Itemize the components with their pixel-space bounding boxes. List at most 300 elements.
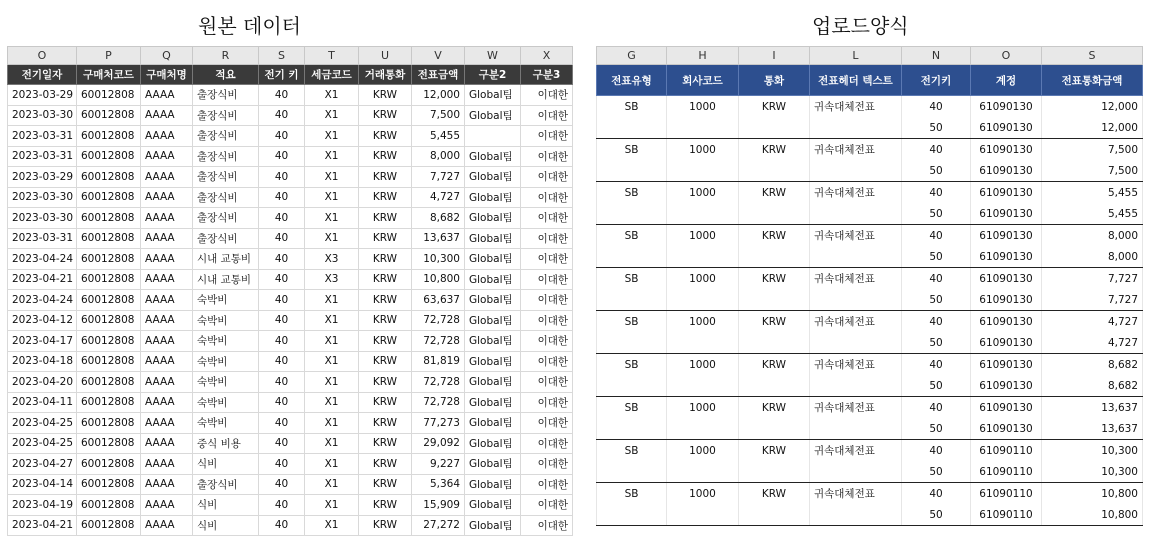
table-cell[interactable]: SB xyxy=(597,354,667,376)
table-cell[interactable]: 2023-04-27 xyxy=(8,454,77,475)
table-cell[interactable] xyxy=(597,246,667,268)
table-cell[interactable]: X1 xyxy=(305,474,359,495)
table-cell[interactable]: 숙박비 xyxy=(193,413,259,434)
table-cell[interactable] xyxy=(597,375,667,397)
table-cell[interactable]: 귀속대체전표 xyxy=(810,182,902,204)
table-cell[interactable]: 숙박비 xyxy=(193,331,259,352)
table-cell[interactable]: KRW xyxy=(739,440,810,462)
table-cell[interactable]: 40 xyxy=(259,228,305,249)
table-cell[interactable]: KRW xyxy=(739,139,810,161)
table-cell[interactable]: X1 xyxy=(305,351,359,372)
table-cell[interactable]: 72,728 xyxy=(412,331,465,352)
table-cell[interactable]: KRW xyxy=(359,290,412,311)
table-cell[interactable]: 29,092 xyxy=(412,433,465,454)
table-cell[interactable]: X1 xyxy=(305,126,359,147)
table-cell[interactable]: 60012808 xyxy=(77,228,141,249)
table-cell[interactable]: 61090130 xyxy=(971,160,1042,182)
table-cell[interactable]: 40 xyxy=(259,85,305,106)
table-cell[interactable]: 숙박비 xyxy=(193,310,259,331)
table-cell[interactable]: Global팀 xyxy=(465,167,521,188)
table-cell[interactable]: X3 xyxy=(305,269,359,290)
table-cell[interactable]: 이대한 xyxy=(521,413,573,434)
table-cell[interactable]: 72,728 xyxy=(412,372,465,393)
table-cell[interactable]: 12,000 xyxy=(1042,117,1143,139)
table-cell[interactable]: 2023-04-21 xyxy=(8,515,77,536)
table-cell[interactable]: 2023-04-21 xyxy=(8,269,77,290)
table-cell[interactable]: 40 xyxy=(902,440,971,462)
table-cell[interactable]: SB xyxy=(597,139,667,161)
table-cell[interactable]: Global팀 xyxy=(465,351,521,372)
table-cell[interactable]: AAAA xyxy=(141,351,193,372)
table-cell[interactable]: 50 xyxy=(902,418,971,440)
table-cell[interactable]: 40 xyxy=(259,269,305,290)
table-cell[interactable]: 50 xyxy=(902,289,971,311)
table-cell[interactable]: 61090110 xyxy=(971,504,1042,526)
table-cell[interactable] xyxy=(810,289,902,311)
table-cell[interactable] xyxy=(667,289,739,311)
table-cell[interactable]: AAAA xyxy=(141,413,193,434)
table-cell[interactable]: KRW xyxy=(739,354,810,376)
table-cell[interactable]: 이대한 xyxy=(521,290,573,311)
table-cell[interactable]: X1 xyxy=(305,331,359,352)
table-cell[interactable]: 2023-04-12 xyxy=(8,310,77,331)
table-cell[interactable]: KRW xyxy=(739,96,810,118)
table-cell[interactable]: X1 xyxy=(305,454,359,475)
table-cell[interactable]: SB xyxy=(597,397,667,419)
table-cell[interactable]: 40 xyxy=(902,182,971,204)
table-cell[interactable] xyxy=(739,418,810,440)
table-cell[interactable]: KRW xyxy=(359,351,412,372)
table-cell[interactable]: 4,727 xyxy=(1042,332,1143,354)
table-cell[interactable]: 60012808 xyxy=(77,146,141,167)
table-cell[interactable]: 40 xyxy=(259,208,305,229)
table-cell[interactable]: 50 xyxy=(902,160,971,182)
table-cell[interactable]: 72,728 xyxy=(412,310,465,331)
table-cell[interactable]: KRW xyxy=(359,392,412,413)
table-cell[interactable]: 이대한 xyxy=(521,310,573,331)
table-cell[interactable]: 40 xyxy=(259,126,305,147)
table-cell[interactable]: 40 xyxy=(259,167,305,188)
table-cell[interactable]: 5,455 xyxy=(412,126,465,147)
table-cell[interactable]: 8,682 xyxy=(1042,354,1143,376)
table-cell[interactable]: 50 xyxy=(902,332,971,354)
table-cell[interactable]: SB xyxy=(597,311,667,333)
table-cell[interactable]: 출장식비 xyxy=(193,187,259,208)
table-cell[interactable]: 60012808 xyxy=(77,187,141,208)
table-cell[interactable]: 7,727 xyxy=(412,167,465,188)
table-cell[interactable]: KRW xyxy=(739,483,810,505)
table-cell[interactable]: 61090110 xyxy=(971,483,1042,505)
table-cell[interactable]: X1 xyxy=(305,167,359,188)
table-cell[interactable]: X1 xyxy=(305,228,359,249)
table-cell[interactable]: 40 xyxy=(259,105,305,126)
table-cell[interactable]: 이대한 xyxy=(521,228,573,249)
table-cell[interactable]: AAAA xyxy=(141,85,193,106)
table-cell[interactable]: 60012808 xyxy=(77,351,141,372)
table-cell[interactable]: KRW xyxy=(359,126,412,147)
table-cell[interactable] xyxy=(810,504,902,526)
table-cell[interactable]: 60012808 xyxy=(77,290,141,311)
table-cell[interactable]: 2023-04-20 xyxy=(8,372,77,393)
table-cell[interactable] xyxy=(667,246,739,268)
table-cell[interactable]: 식비 xyxy=(193,495,259,516)
table-cell[interactable]: 7,500 xyxy=(1042,160,1143,182)
table-cell[interactable]: 40 xyxy=(259,372,305,393)
table-cell[interactable]: 이대한 xyxy=(521,515,573,536)
table-cell[interactable]: SB xyxy=(597,268,667,290)
table-cell[interactable]: SB xyxy=(597,96,667,118)
table-cell[interactable]: AAAA xyxy=(141,495,193,516)
table-cell[interactable]: 2023-04-17 xyxy=(8,331,77,352)
table-cell[interactable]: AAAA xyxy=(141,454,193,475)
table-cell[interactable]: Global팀 xyxy=(465,228,521,249)
table-cell[interactable]: 1000 xyxy=(667,440,739,462)
table-cell[interactable]: 50 xyxy=(902,246,971,268)
table-cell[interactable]: 귀속대체전표 xyxy=(810,96,902,118)
table-cell[interactable]: KRW xyxy=(359,85,412,106)
table-cell[interactable]: 이대한 xyxy=(521,167,573,188)
table-cell[interactable] xyxy=(597,117,667,139)
table-cell[interactable] xyxy=(739,203,810,225)
table-cell[interactable]: 2023-03-31 xyxy=(8,126,77,147)
table-cell[interactable]: 출장식비 xyxy=(193,167,259,188)
table-cell[interactable]: Global팀 xyxy=(465,515,521,536)
table-cell[interactable]: 12,000 xyxy=(1042,96,1143,118)
table-cell[interactable] xyxy=(739,461,810,483)
table-cell[interactable]: 61090130 xyxy=(971,225,1042,247)
table-cell[interactable]: KRW xyxy=(359,495,412,516)
table-cell[interactable]: 50 xyxy=(902,504,971,526)
table-cell[interactable]: X1 xyxy=(305,105,359,126)
table-cell[interactable]: 60012808 xyxy=(77,392,141,413)
table-cell[interactable]: 출장식비 xyxy=(193,126,259,147)
table-cell[interactable]: 60012808 xyxy=(77,208,141,229)
table-cell[interactable]: Global팀 xyxy=(465,331,521,352)
table-cell[interactable]: 2023-03-29 xyxy=(8,85,77,106)
table-cell[interactable]: 5,364 xyxy=(412,474,465,495)
table-cell[interactable]: SB xyxy=(597,483,667,505)
table-cell[interactable] xyxy=(810,461,902,483)
table-cell[interactable]: 2023-04-24 xyxy=(8,249,77,270)
table-cell[interactable]: 이대한 xyxy=(521,474,573,495)
table-cell[interactable]: X1 xyxy=(305,413,359,434)
table-cell[interactable]: 1000 xyxy=(667,225,739,247)
table-cell[interactable]: 40 xyxy=(902,311,971,333)
table-cell[interactable]: 이대한 xyxy=(521,433,573,454)
table-cell[interactable] xyxy=(810,203,902,225)
table-cell[interactable]: 50 xyxy=(902,117,971,139)
table-cell[interactable]: KRW xyxy=(359,474,412,495)
table-cell[interactable]: 40 xyxy=(902,96,971,118)
table-cell[interactable]: X1 xyxy=(305,208,359,229)
table-cell[interactable]: 이대한 xyxy=(521,187,573,208)
table-cell[interactable]: KRW xyxy=(739,397,810,419)
table-cell[interactable]: 10,800 xyxy=(412,269,465,290)
table-cell[interactable]: 7,727 xyxy=(1042,289,1143,311)
table-cell[interactable]: KRW xyxy=(359,515,412,536)
table-cell[interactable] xyxy=(597,504,667,526)
table-cell[interactable]: KRW xyxy=(359,269,412,290)
table-cell[interactable]: 숙박비 xyxy=(193,372,259,393)
table-cell[interactable]: 시내 교통비 xyxy=(193,249,259,270)
table-cell[interactable]: 40 xyxy=(259,146,305,167)
table-cell[interactable]: 이대한 xyxy=(521,85,573,106)
table-cell[interactable]: 1000 xyxy=(667,354,739,376)
table-cell[interactable]: 61090130 xyxy=(971,246,1042,268)
table-cell[interactable]: 2023-04-25 xyxy=(8,413,77,434)
table-cell[interactable]: 13,637 xyxy=(412,228,465,249)
table-cell[interactable] xyxy=(810,418,902,440)
table-cell[interactable]: Global팀 xyxy=(465,433,521,454)
table-cell[interactable]: 출장식비 xyxy=(193,208,259,229)
table-cell[interactable]: KRW xyxy=(359,331,412,352)
table-cell[interactable]: 12,000 xyxy=(412,85,465,106)
table-cell[interactable]: 61090130 xyxy=(971,354,1042,376)
table-cell[interactable]: 이대한 xyxy=(521,126,573,147)
table-cell[interactable]: 출장식비 xyxy=(193,228,259,249)
table-cell[interactable]: KRW xyxy=(739,225,810,247)
table-cell[interactable]: 27,272 xyxy=(412,515,465,536)
table-cell[interactable]: 60012808 xyxy=(77,85,141,106)
table-cell[interactable]: 이대한 xyxy=(521,146,573,167)
table-cell[interactable]: 8,000 xyxy=(1042,246,1143,268)
table-cell[interactable]: KRW xyxy=(359,310,412,331)
table-cell[interactable] xyxy=(667,332,739,354)
table-cell[interactable]: AAAA xyxy=(141,515,193,536)
table-cell[interactable]: AAAA xyxy=(141,372,193,393)
table-cell[interactable]: KRW xyxy=(359,249,412,270)
table-cell[interactable]: 61090130 xyxy=(971,96,1042,118)
table-cell[interactable]: 61090130 xyxy=(971,289,1042,311)
table-cell[interactable]: 5,455 xyxy=(1042,182,1143,204)
table-cell[interactable]: AAAA xyxy=(141,126,193,147)
table-cell[interactable] xyxy=(739,246,810,268)
table-cell[interactable]: AAAA xyxy=(141,208,193,229)
table-cell[interactable]: 40 xyxy=(259,351,305,372)
table-cell[interactable] xyxy=(597,160,667,182)
table-cell[interactable]: 이대한 xyxy=(521,392,573,413)
table-cell[interactable] xyxy=(810,246,902,268)
table-cell[interactable]: 60012808 xyxy=(77,495,141,516)
table-cell[interactable]: 10,300 xyxy=(1042,461,1143,483)
table-cell[interactable]: 60012808 xyxy=(77,105,141,126)
table-cell[interactable] xyxy=(597,289,667,311)
table-cell[interactable]: 귀속대체전표 xyxy=(810,397,902,419)
table-cell[interactable]: Global팀 xyxy=(465,146,521,167)
table-cell[interactable]: 4,727 xyxy=(1042,311,1143,333)
table-cell[interactable]: 40 xyxy=(259,454,305,475)
table-cell[interactable]: 8,000 xyxy=(1042,225,1143,247)
table-cell[interactable]: X3 xyxy=(305,249,359,270)
table-cell[interactable]: 7,500 xyxy=(1042,139,1143,161)
table-cell[interactable]: Global팀 xyxy=(465,105,521,126)
table-cell[interactable]: 2023-04-25 xyxy=(8,433,77,454)
table-cell[interactable]: 77,273 xyxy=(412,413,465,434)
table-cell[interactable]: 귀속대체전표 xyxy=(810,483,902,505)
table-cell[interactable]: 63,637 xyxy=(412,290,465,311)
table-cell[interactable]: 10,800 xyxy=(1042,483,1143,505)
table-cell[interactable]: 61090130 xyxy=(971,418,1042,440)
table-cell[interactable]: 귀속대체전표 xyxy=(810,354,902,376)
table-cell[interactable]: 40 xyxy=(259,515,305,536)
table-cell[interactable]: 2023-04-14 xyxy=(8,474,77,495)
table-cell[interactable]: 61090130 xyxy=(971,139,1042,161)
table-cell[interactable]: 1000 xyxy=(667,268,739,290)
table-cell[interactable]: 61090130 xyxy=(971,117,1042,139)
table-cell[interactable]: 7,500 xyxy=(412,105,465,126)
table-cell[interactable]: KRW xyxy=(359,187,412,208)
table-cell[interactable] xyxy=(597,461,667,483)
table-cell[interactable]: 5,455 xyxy=(1042,203,1143,225)
table-cell[interactable]: Global팀 xyxy=(465,249,521,270)
table-cell[interactable]: 60012808 xyxy=(77,413,141,434)
table-cell[interactable]: KRW xyxy=(359,433,412,454)
table-cell[interactable]: 숙박비 xyxy=(193,392,259,413)
table-cell[interactable]: 10,800 xyxy=(1042,504,1143,526)
table-cell[interactable]: Global팀 xyxy=(465,269,521,290)
table-cell[interactable] xyxy=(597,418,667,440)
table-cell[interactable]: AAAA xyxy=(141,228,193,249)
table-cell[interactable] xyxy=(739,504,810,526)
table-cell[interactable]: 귀속대체전표 xyxy=(810,440,902,462)
table-cell[interactable]: 이대한 xyxy=(521,208,573,229)
table-cell[interactable]: AAAA xyxy=(141,310,193,331)
table-cell[interactable]: 9,227 xyxy=(412,454,465,475)
table-cell[interactable] xyxy=(597,332,667,354)
table-cell[interactable] xyxy=(739,289,810,311)
table-cell[interactable]: 60012808 xyxy=(77,515,141,536)
table-cell[interactable]: KRW xyxy=(359,454,412,475)
table-cell[interactable]: 60012808 xyxy=(77,372,141,393)
table-cell[interactable]: 식비 xyxy=(193,454,259,475)
table-cell[interactable]: 7,727 xyxy=(1042,268,1143,290)
table-cell[interactable]: 1000 xyxy=(667,311,739,333)
table-cell[interactable]: AAAA xyxy=(141,146,193,167)
table-cell[interactable] xyxy=(465,126,521,147)
table-cell[interactable]: 40 xyxy=(902,483,971,505)
table-cell[interactable]: AAAA xyxy=(141,433,193,454)
table-cell[interactable]: 50 xyxy=(902,203,971,225)
table-cell[interactable]: KRW xyxy=(739,182,810,204)
table-cell[interactable]: 40 xyxy=(259,187,305,208)
table-cell[interactable]: 60012808 xyxy=(77,310,141,331)
table-cell[interactable]: 중식 비용 xyxy=(193,433,259,454)
table-cell[interactable]: KRW xyxy=(359,146,412,167)
table-cell[interactable] xyxy=(739,332,810,354)
table-cell[interactable]: 40 xyxy=(259,413,305,434)
table-cell[interactable]: KRW xyxy=(359,228,412,249)
table-cell[interactable]: 60012808 xyxy=(77,331,141,352)
table-cell[interactable]: 출장식비 xyxy=(193,105,259,126)
table-cell[interactable]: SB xyxy=(597,182,667,204)
table-cell[interactable]: 이대한 xyxy=(521,249,573,270)
table-cell[interactable]: 72,728 xyxy=(412,392,465,413)
table-cell[interactable] xyxy=(739,375,810,397)
table-cell[interactable]: X1 xyxy=(305,433,359,454)
table-cell[interactable]: X1 xyxy=(305,392,359,413)
table-cell[interactable]: 50 xyxy=(902,461,971,483)
table-cell[interactable]: 이대한 xyxy=(521,454,573,475)
table-cell[interactable]: 60012808 xyxy=(77,167,141,188)
table-cell[interactable]: KRW xyxy=(739,268,810,290)
table-cell[interactable]: 81,819 xyxy=(412,351,465,372)
table-cell[interactable]: 60012808 xyxy=(77,474,141,495)
table-cell[interactable]: 61090130 xyxy=(971,332,1042,354)
table-cell[interactable]: 2023-04-19 xyxy=(8,495,77,516)
table-cell[interactable]: Global팀 xyxy=(465,85,521,106)
table-cell[interactable]: 이대한 xyxy=(521,269,573,290)
table-cell[interactable]: X1 xyxy=(305,495,359,516)
table-cell[interactable]: KRW xyxy=(359,413,412,434)
table-cell[interactable] xyxy=(810,117,902,139)
table-cell[interactable]: 귀속대체전표 xyxy=(810,268,902,290)
table-cell[interactable]: 10,300 xyxy=(412,249,465,270)
table-cell[interactable]: 40 xyxy=(902,354,971,376)
table-cell[interactable]: 40 xyxy=(902,397,971,419)
table-cell[interactable]: 61090130 xyxy=(971,311,1042,333)
table-cell[interactable]: 1000 xyxy=(667,483,739,505)
table-cell[interactable]: 이대한 xyxy=(521,495,573,516)
table-cell[interactable]: 시내 교통비 xyxy=(193,269,259,290)
table-cell[interactable]: 61090130 xyxy=(971,182,1042,204)
table-cell[interactable]: AAAA xyxy=(141,105,193,126)
table-cell[interactable]: 61090110 xyxy=(971,461,1042,483)
table-cell[interactable] xyxy=(667,160,739,182)
table-cell[interactable]: 귀속대체전표 xyxy=(810,311,902,333)
table-cell[interactable]: Global팀 xyxy=(465,413,521,434)
table-cell[interactable]: Global팀 xyxy=(465,208,521,229)
table-cell[interactable]: 60012808 xyxy=(77,126,141,147)
table-cell[interactable]: 40 xyxy=(259,290,305,311)
table-cell[interactable]: 40 xyxy=(259,331,305,352)
table-cell[interactable]: Global팀 xyxy=(465,187,521,208)
table-cell[interactable]: AAAA xyxy=(141,167,193,188)
table-cell[interactable]: 2023-03-31 xyxy=(8,146,77,167)
table-cell[interactable]: 귀속대체전표 xyxy=(810,225,902,247)
table-cell[interactable]: 13,637 xyxy=(1042,397,1143,419)
table-cell[interactable]: Global팀 xyxy=(465,495,521,516)
table-cell[interactable]: 1000 xyxy=(667,96,739,118)
table-cell[interactable] xyxy=(810,375,902,397)
table-cell[interactable]: X1 xyxy=(305,515,359,536)
table-cell[interactable]: AAAA xyxy=(141,474,193,495)
table-cell[interactable]: X1 xyxy=(305,187,359,208)
table-cell[interactable]: 40 xyxy=(902,139,971,161)
table-cell[interactable]: AAAA xyxy=(141,249,193,270)
table-cell[interactable]: SB xyxy=(597,225,667,247)
table-cell[interactable] xyxy=(667,375,739,397)
table-cell[interactable]: 2023-04-24 xyxy=(8,290,77,311)
table-cell[interactable]: 2023-03-31 xyxy=(8,228,77,249)
table-cell[interactable]: X1 xyxy=(305,290,359,311)
table-cell[interactable]: 귀속대체전표 xyxy=(810,139,902,161)
table-cell[interactable]: 15,909 xyxy=(412,495,465,516)
table-cell[interactable] xyxy=(667,504,739,526)
table-cell[interactable]: 40 xyxy=(902,268,971,290)
table-cell[interactable]: Global팀 xyxy=(465,454,521,475)
table-cell[interactable]: KRW xyxy=(739,311,810,333)
table-cell[interactable] xyxy=(667,418,739,440)
table-cell[interactable] xyxy=(810,160,902,182)
table-cell[interactable]: 2023-03-30 xyxy=(8,187,77,208)
table-cell[interactable]: 4,727 xyxy=(412,187,465,208)
table-cell[interactable]: 40 xyxy=(259,310,305,331)
table-cell[interactable]: KRW xyxy=(359,208,412,229)
table-cell[interactable]: SB xyxy=(597,440,667,462)
table-cell[interactable]: 이대한 xyxy=(521,351,573,372)
table-cell[interactable] xyxy=(739,160,810,182)
table-cell[interactable]: 이대한 xyxy=(521,372,573,393)
